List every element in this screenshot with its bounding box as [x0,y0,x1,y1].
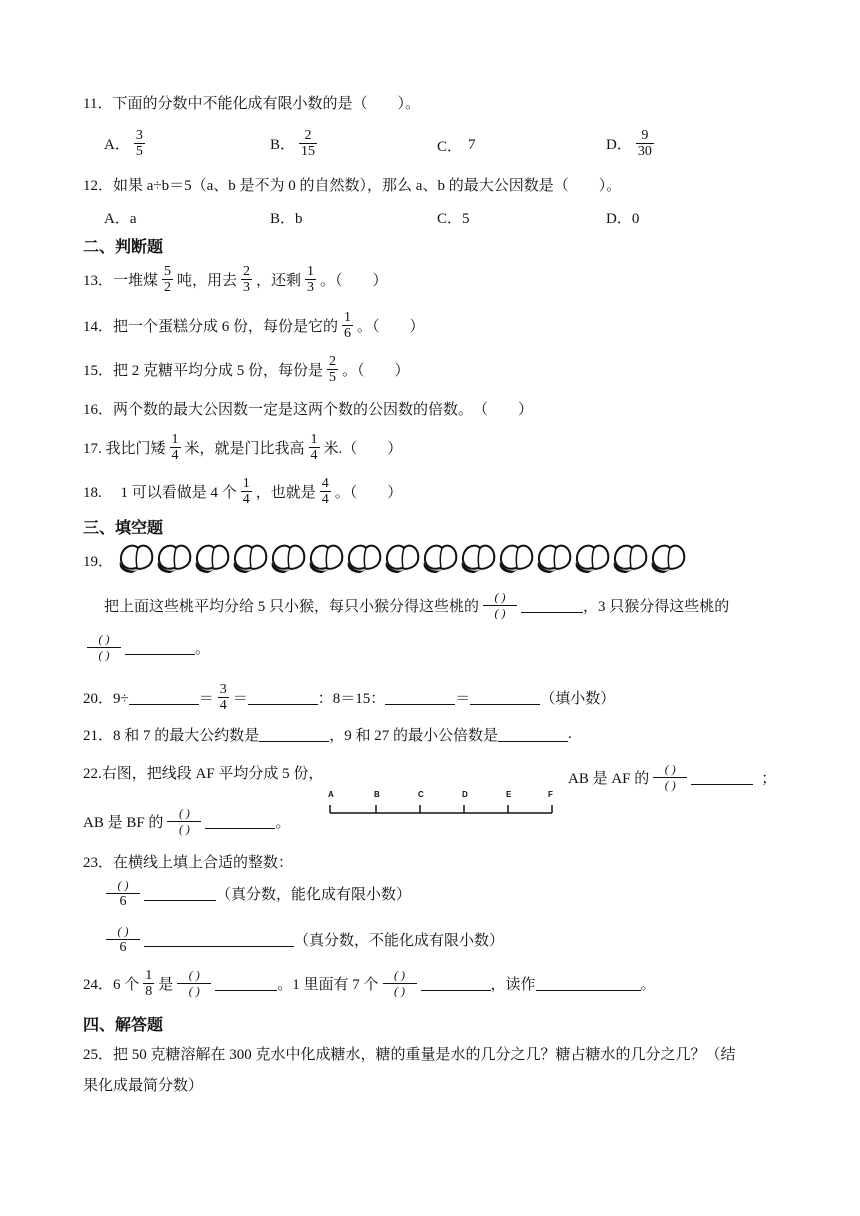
question-23: 23．在横线上填上合适的整数： [83,855,294,871]
option-c: C．5 [437,211,470,227]
section-heading: 二、判断题 [83,237,164,256]
answer-blank[interactable] [125,640,195,655]
option-d: D．0 [606,211,640,227]
fraction: $\frac{5}{2}$ [164,264,172,295]
answer-fraction: $\frac{( )}{( )}$ [653,762,687,793]
point-label: F [548,790,553,799]
section-heading: 三、填空题 [83,518,164,537]
answer-blank[interactable] [385,690,455,705]
segment-diagram [326,789,556,819]
peach-icons [118,540,688,574]
point-label: C [418,790,424,799]
question-22-line1: 22.右图，把线段 AF 平均分成 5 份， [83,766,324,782]
question-20: 20．9÷ ＝ $\frac{3}{4}$ ＝ ：8＝15： ＝ （填小数） [83,682,616,713]
point-label: A [328,790,334,799]
point-label: B [374,790,380,799]
section-heading: 四、解答题 [83,1015,164,1034]
question-11 [83,92,420,113]
fraction: $\frac{1}{4}$ [310,432,318,463]
fraction: $\frac{9}{30}$ [637,128,652,159]
fraction: $\frac{2}{5}$ [329,354,337,385]
answer-fraction: $\frac{( )}{( )}$ [483,590,517,621]
fraction: $\frac{1}{4}$ [242,476,250,507]
option-b: B．b [270,211,303,227]
answer-blank[interactable] [129,690,199,705]
fraction: $\frac{1}{4}$ [171,432,179,463]
option-a: A．a [104,211,137,227]
answer-blank[interactable] [144,932,294,947]
fraction: $\frac{3}{5}$ [135,128,143,159]
answer-blank[interactable] [421,976,491,991]
option-c: C． 7 [437,137,476,155]
fraction: $\frac{3}{4}$ [219,682,227,713]
answer-fraction: $\frac{( )}{6}$ [106,924,140,955]
question-19-line1: 把上面这些桃平均分给 5 只小猴，每只小猴分得这些桃的 $\frac{( )}{( )}$ ，3 只猴分得这些桃的 [104,590,730,620]
answer-blank[interactable] [691,770,753,785]
option-b: B． $\frac{2}{15}$ [270,128,316,159]
question-25-line2: 果化成最简分数） [83,1078,204,1094]
fraction: $\frac{1}{3}$ [307,264,315,295]
option-d: D． $\frac{9}{30}$ [606,128,652,159]
question-21: 21．8 和 7 的最大公约数是 ，9 和 27 的最小公倍数是 . [83,726,572,744]
question-15: 15．把 2 克糖平均分成 5 份，每份是 $\frac{2}{5}$ 。（ ） [83,354,410,385]
answer-fraction: $\frac{( )}{( )}$ [177,968,211,999]
question-23-row2: $\frac{( )}{6}$ （真分数，不能化成有限小数） [102,924,504,955]
question-17: 17. 我比门矮 $\frac{1}{4}$ 米，就是门比我高 $\frac{1}{4}$ 米.（ ） [83,432,403,463]
question-12: 12．如果 a÷b＝5（a、b 是不为 0 的自然数），那么 a、b 的最大公因数是（ ）。 [83,178,622,194]
answer-blank[interactable] [521,598,583,613]
answer-blank[interactable] [536,976,641,991]
answer-blank[interactable] [205,814,275,829]
question-22-line2: AB 是 BF 的 $\frac{( )}{( )}$ 。 [83,806,291,836]
question-19-line2: $\frac{( )}{( )}$ 。 [83,632,210,663]
answer-fraction: $\frac{( )}{( )}$ [167,806,201,837]
peach-row [118,540,688,574]
fraction: $\frac{2}{3}$ [243,264,251,295]
point-label: E [506,790,512,799]
fraction: $\frac{1}{8}$ [145,968,153,999]
fraction: $\frac{1}{6}$ [344,310,352,341]
fraction: $\frac{4}{4}$ [321,476,329,507]
question-16: 16．两个数的最大公因数一定是这两个数的公因数的倍数。 （ ） [83,402,534,418]
question-18: 18. 1 可以看做是 4 个 $\frac{1}{4}$ ，也就是 $\frac{4}{4}$ 。（ ） [83,476,403,507]
question-25-line1: 25．把 50 克糖溶解在 300 克水中化成糖水，糖的重量是水的几分之几？糖占糖水的几分之几？（结 [83,1047,736,1063]
question-text: 11．下面的分数中不能化成有限小数的是（ ）。 [83,96,420,112]
question-13: 13．一堆煤 $\frac{5}{2}$ 吨，用去 $\frac{2}{3}$ ，还剩 $\frac{1}{3}$ 。（ ） [83,264,388,295]
question-22-part1: AB 是 AF 的 $\frac{( )}{( )}$ ； [568,762,777,792]
answer-blank[interactable] [259,727,329,742]
option-a: A． $\frac{3}{5}$ [104,128,143,159]
answer-blank[interactable] [470,690,540,705]
answer-blank[interactable] [144,886,216,901]
answer-blank[interactable] [215,976,277,991]
question-14: 14．把一个蛋糕分成 6 份，每份是它的 $\frac{1}{6}$ 。（ ） [83,310,425,341]
question-19-number: 19． [83,554,114,570]
question-23-row1: $\frac{( )}{6}$ （真分数，能化成有限小数） [102,878,411,909]
answer-blank[interactable] [248,690,318,705]
answer-blank[interactable] [498,727,568,742]
question-24: 24．6 个 $\frac{1}{8}$ 是 $\frac{( )}{( )}$ 。1 里面有 7 个 $\frac{( )}{( )}$ ，读作 。 [83,968,656,999]
answer-fraction: $\frac{( )}{6}$ [106,878,140,909]
fraction: $\frac{2}{15}$ [301,128,316,159]
answer-fraction: $\frac{( )}{( )}$ [383,968,417,999]
answer-fraction: $\frac{( )}{( )}$ [87,632,121,663]
point-label: D [462,790,468,799]
